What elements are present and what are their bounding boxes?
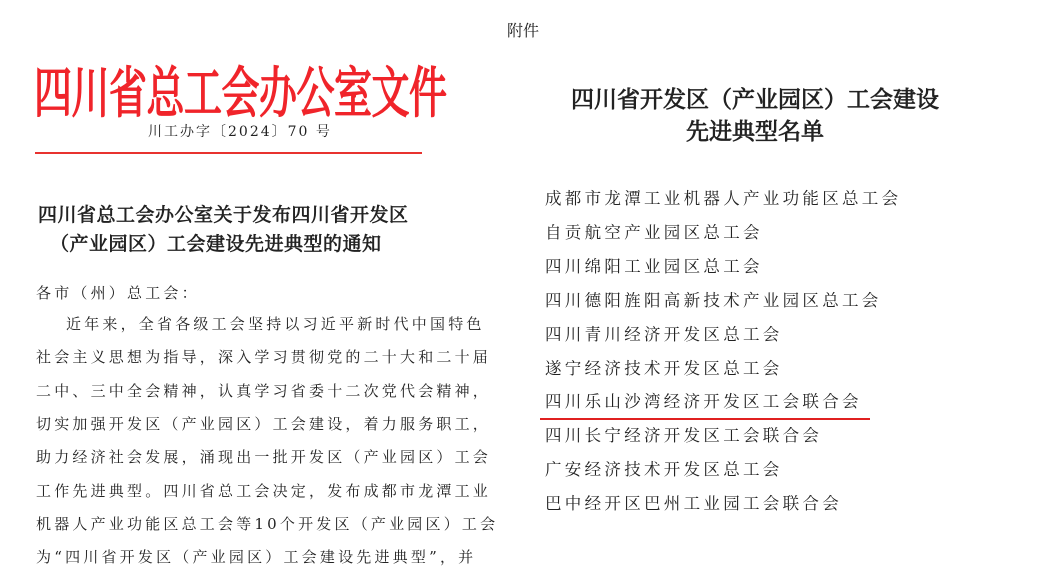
list-item: 巴中经开区巴州工业园工会联合会 bbox=[545, 494, 842, 514]
body-line: 切实加强开发区（产业园区）工会建设，着力服务职工， bbox=[36, 414, 492, 433]
document-number: 川工办字〔2024〕70 号 bbox=[148, 124, 332, 140]
document-header: 四川省总工会办公室文件 bbox=[34, 61, 447, 125]
body-line: 社会主义思想为指导，深入学习贯彻党的二十大和二十届 bbox=[36, 348, 492, 367]
list-item: 四川长宁经济开发区工会联合会 bbox=[545, 426, 823, 446]
list-item: 四川绵阳工业园区总工会 bbox=[545, 256, 763, 276]
body-line: 近年来，全省各级工会坚持以习近平新时代中国特色 bbox=[66, 315, 485, 333]
list-item: 四川德阳旌阳高新技术产业园区总工会 bbox=[545, 290, 882, 310]
notice-title-line-2: （产业园区）工会建设先进典型的通知 bbox=[50, 233, 382, 255]
list-title-line-1: 四川省开发区（产业园区）工会建设 bbox=[571, 86, 939, 113]
list-item: 遂宁经济技术开发区总工会 bbox=[545, 358, 783, 378]
body-line: 助力经济社会发展，涌现出一批开发区（产业园区）工会 bbox=[36, 448, 492, 467]
list-item: 广安经济技术开发区总工会 bbox=[545, 460, 783, 480]
attachment-label: 附件 bbox=[507, 21, 540, 40]
list-item: 自贡航空产业园区总工会 bbox=[545, 222, 763, 242]
body-line: 为“四川省开发区（产业园区）工会建设先进典型”，并 bbox=[36, 548, 477, 567]
body-line: 工作先进典型。四川省总工会决定，发布成都市龙潭工业 bbox=[36, 481, 492, 500]
notice-title-line-1: 四川省总工会办公室关于发布四川省开发区 bbox=[38, 204, 409, 226]
list-title-line-2: 先进典型名单 bbox=[686, 118, 824, 145]
list-item: 四川乐山沙湾经济开发区工会联合会 bbox=[545, 392, 862, 412]
salutation: 各市（州）总工会： bbox=[36, 284, 200, 302]
body-line: 二中、三中全会精神，认真学习省委十二次党代会精神， bbox=[36, 381, 492, 400]
list-item: 四川青川经济开发区总工会 bbox=[545, 324, 783, 344]
highlight-underline bbox=[540, 418, 870, 420]
body-line: 机器人产业功能区总工会等10个开发区（产业园区）工会 bbox=[36, 514, 499, 533]
list-item: 成都市龙潭工业机器人产业功能区总工会 bbox=[545, 189, 902, 208]
header-divider bbox=[35, 152, 422, 154]
